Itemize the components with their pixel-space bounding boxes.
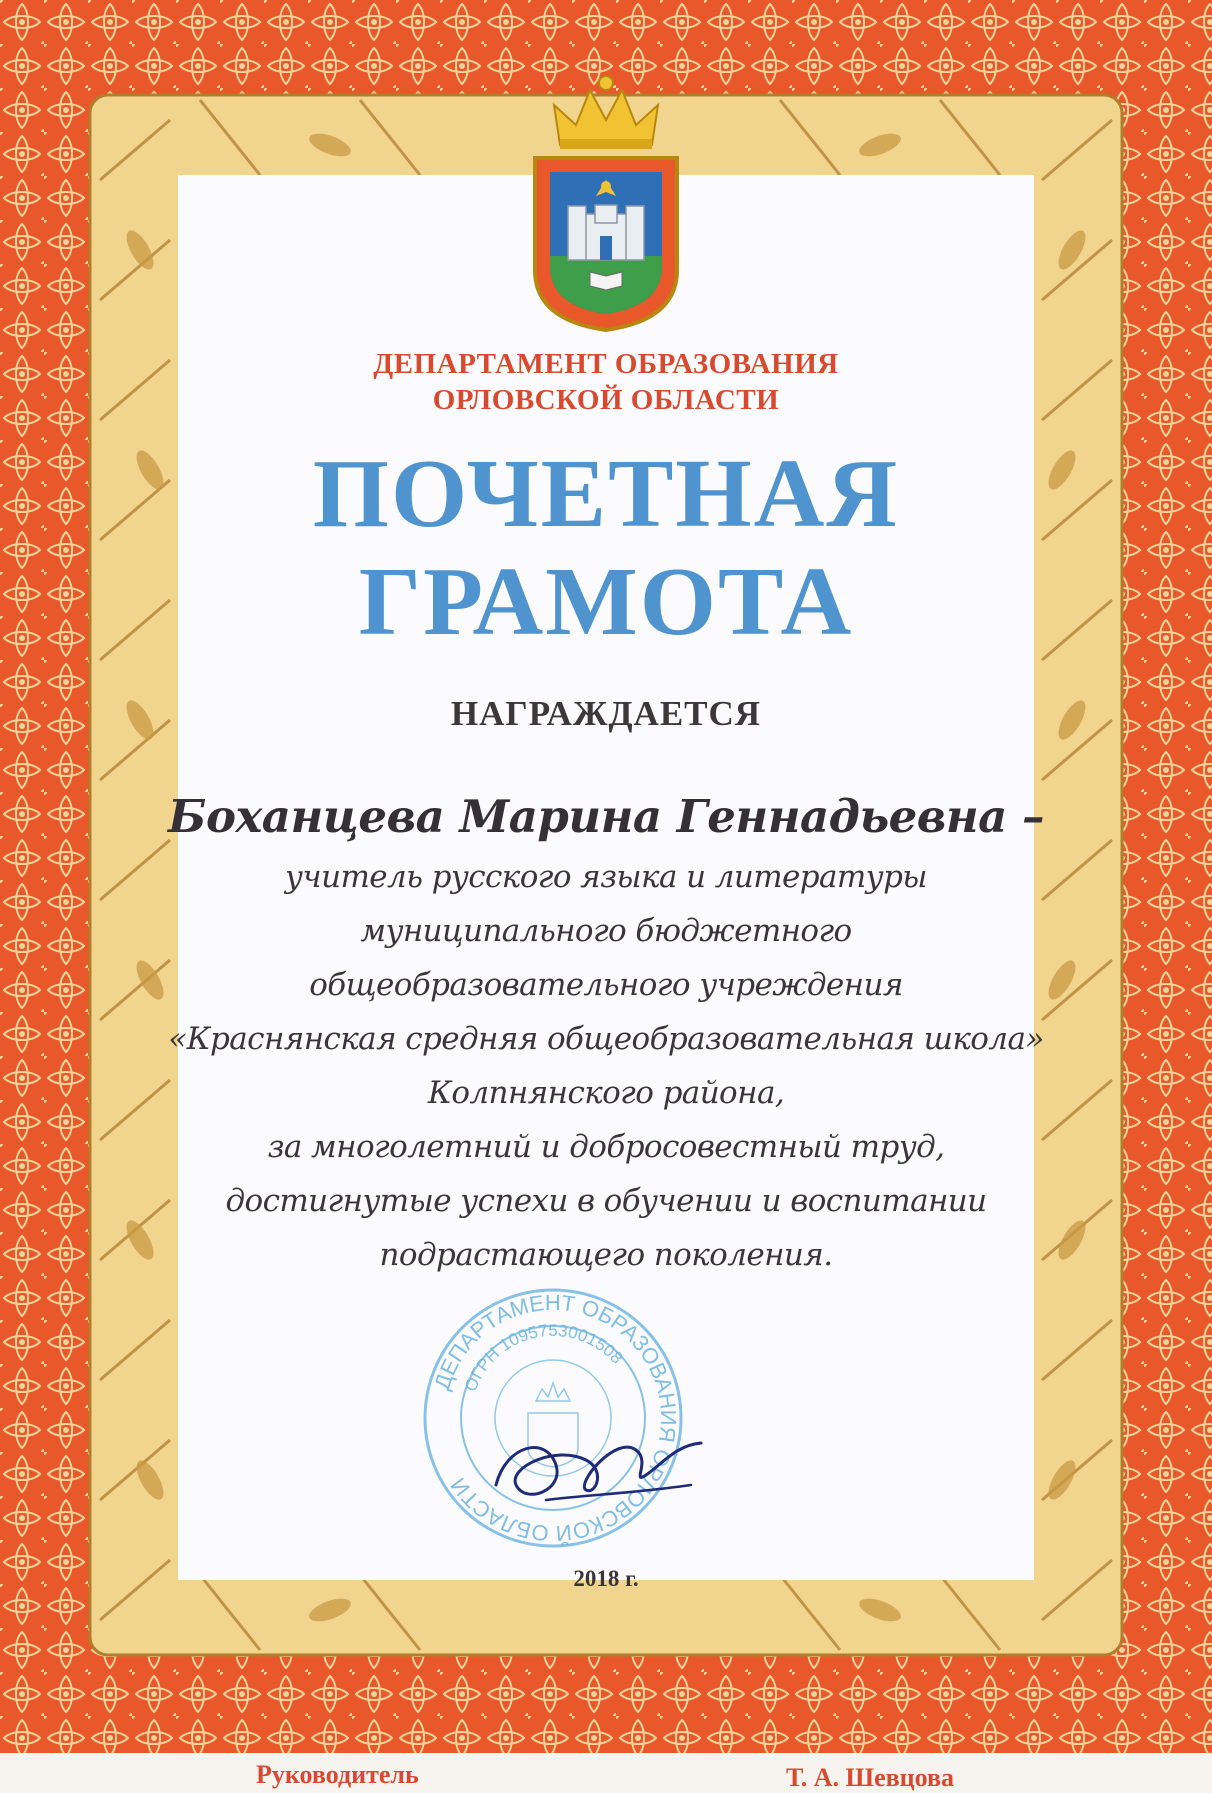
department-name-line-2: ОРЛОВСКОЙ ОБЛАСТИ	[432, 384, 780, 416]
certificate-title-line-1: ПОЧЕТНАЯ	[312, 440, 900, 548]
handwritten-signature	[486, 1405, 716, 1525]
citation-line: за многолетний и добросовестный труд,	[267, 1129, 945, 1165]
signer-name: Т. А. Шевцова	[786, 1763, 955, 1792]
issue-year: 2018 г.	[573, 1566, 639, 1591]
citation-line: Колпнянского района,	[427, 1075, 785, 1111]
recipient-name: Боханцева Марина Геннадьевна –	[168, 790, 1044, 843]
citation-line: достигнутые успехи в обучении и воспитании	[225, 1183, 987, 1219]
citation-line: «Краснянская средняя общеобразовательная школа»	[168, 1021, 1044, 1057]
citation-line: подрастающего поколения.	[379, 1237, 833, 1273]
awarded-label: НАГРАЖДАЕТСЯ	[450, 694, 762, 733]
citation-line: общеобразовательного учреждения	[309, 967, 903, 1003]
certificate-title-line-2: ГРАМОТА	[358, 548, 854, 656]
citation-line: учитель русского языка и литературы	[285, 859, 927, 895]
citation-text	[0, 850, 1212, 1282]
signer-position: Руководитель	[256, 1760, 419, 1789]
coat-of-arms-icon	[0, 0, 1212, 340]
stamp-outer-text: ДЕПАРТАМЕНТ ОБРАЗОВАНИЯ ОРЛОВСКОЙ ОБЛАСТИ	[429, 1289, 682, 1547]
citation-line: муниципального бюджетного	[360, 913, 852, 949]
department-name-line-1: ДЕПАРТАМЕНТ ОБРАЗОВАНИЯ	[373, 348, 839, 380]
stamp-ogrn-text: ОГРН 1095753001508	[460, 1320, 627, 1395]
